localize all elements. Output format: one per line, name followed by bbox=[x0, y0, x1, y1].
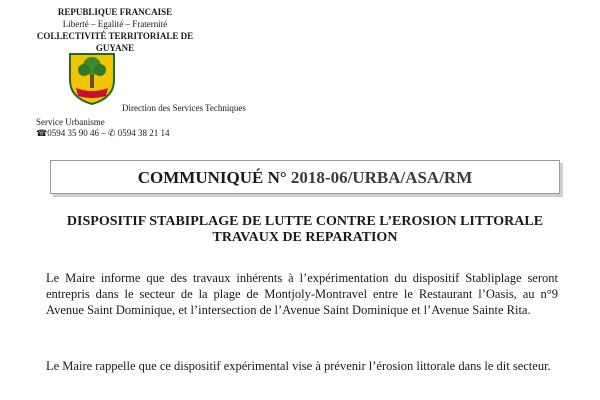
communique-label: COMMUNIQUÉ N° bbox=[137, 168, 287, 187]
document-title bbox=[40, 214, 570, 246]
title-line-2: TRAVAUX DE REPARATION bbox=[212, 230, 398, 245]
service-phones: ☎0594 35 90 46 – ✆ 0594 38 21 14 bbox=[36, 128, 170, 138]
communique-number: 2018-06/URBA/ASA/RM bbox=[290, 168, 473, 187]
service-name: Service Urbanisme bbox=[36, 117, 105, 127]
republic-motto: Liberté – Egalité – Fraternité bbox=[62, 19, 168, 29]
title-line-1: DISPOSITIF STABIPLAGE DE LUTTE CONTRE L’EROSION LITTORALE bbox=[66, 214, 544, 229]
communique-reference-box bbox=[50, 160, 560, 194]
paragraph-1: Le Maire informe que des travaux inhérents à l’expérimentation du dispositif Stabliplage seront entrepris dans le secteur de la plage de Montjoly-Montravel entre le Restaurant l’Oasis, au n°9 Avenue Saint Dominique, et l’intersection de l’Avenue Saint Dominique et l’Avenue Sainte Rita. bbox=[46, 271, 558, 317]
paragraph-2: Le Maire rappelle que ce dispositif expérimental vise à prévenir l’érosion littorale dans le dit secteur. bbox=[46, 359, 551, 373]
remire-montjoly-crest-logo bbox=[66, 50, 118, 106]
collectivity-title: COLLECTIVITÉ TERRITORIALE DE GUYANE bbox=[36, 31, 194, 53]
letterhead bbox=[20, 6, 210, 54]
direction-label: Direction des Services Techniques bbox=[122, 103, 246, 113]
service-block bbox=[36, 117, 170, 139]
republic-title: REPUBLIQUE FRANCAISE bbox=[57, 7, 173, 17]
